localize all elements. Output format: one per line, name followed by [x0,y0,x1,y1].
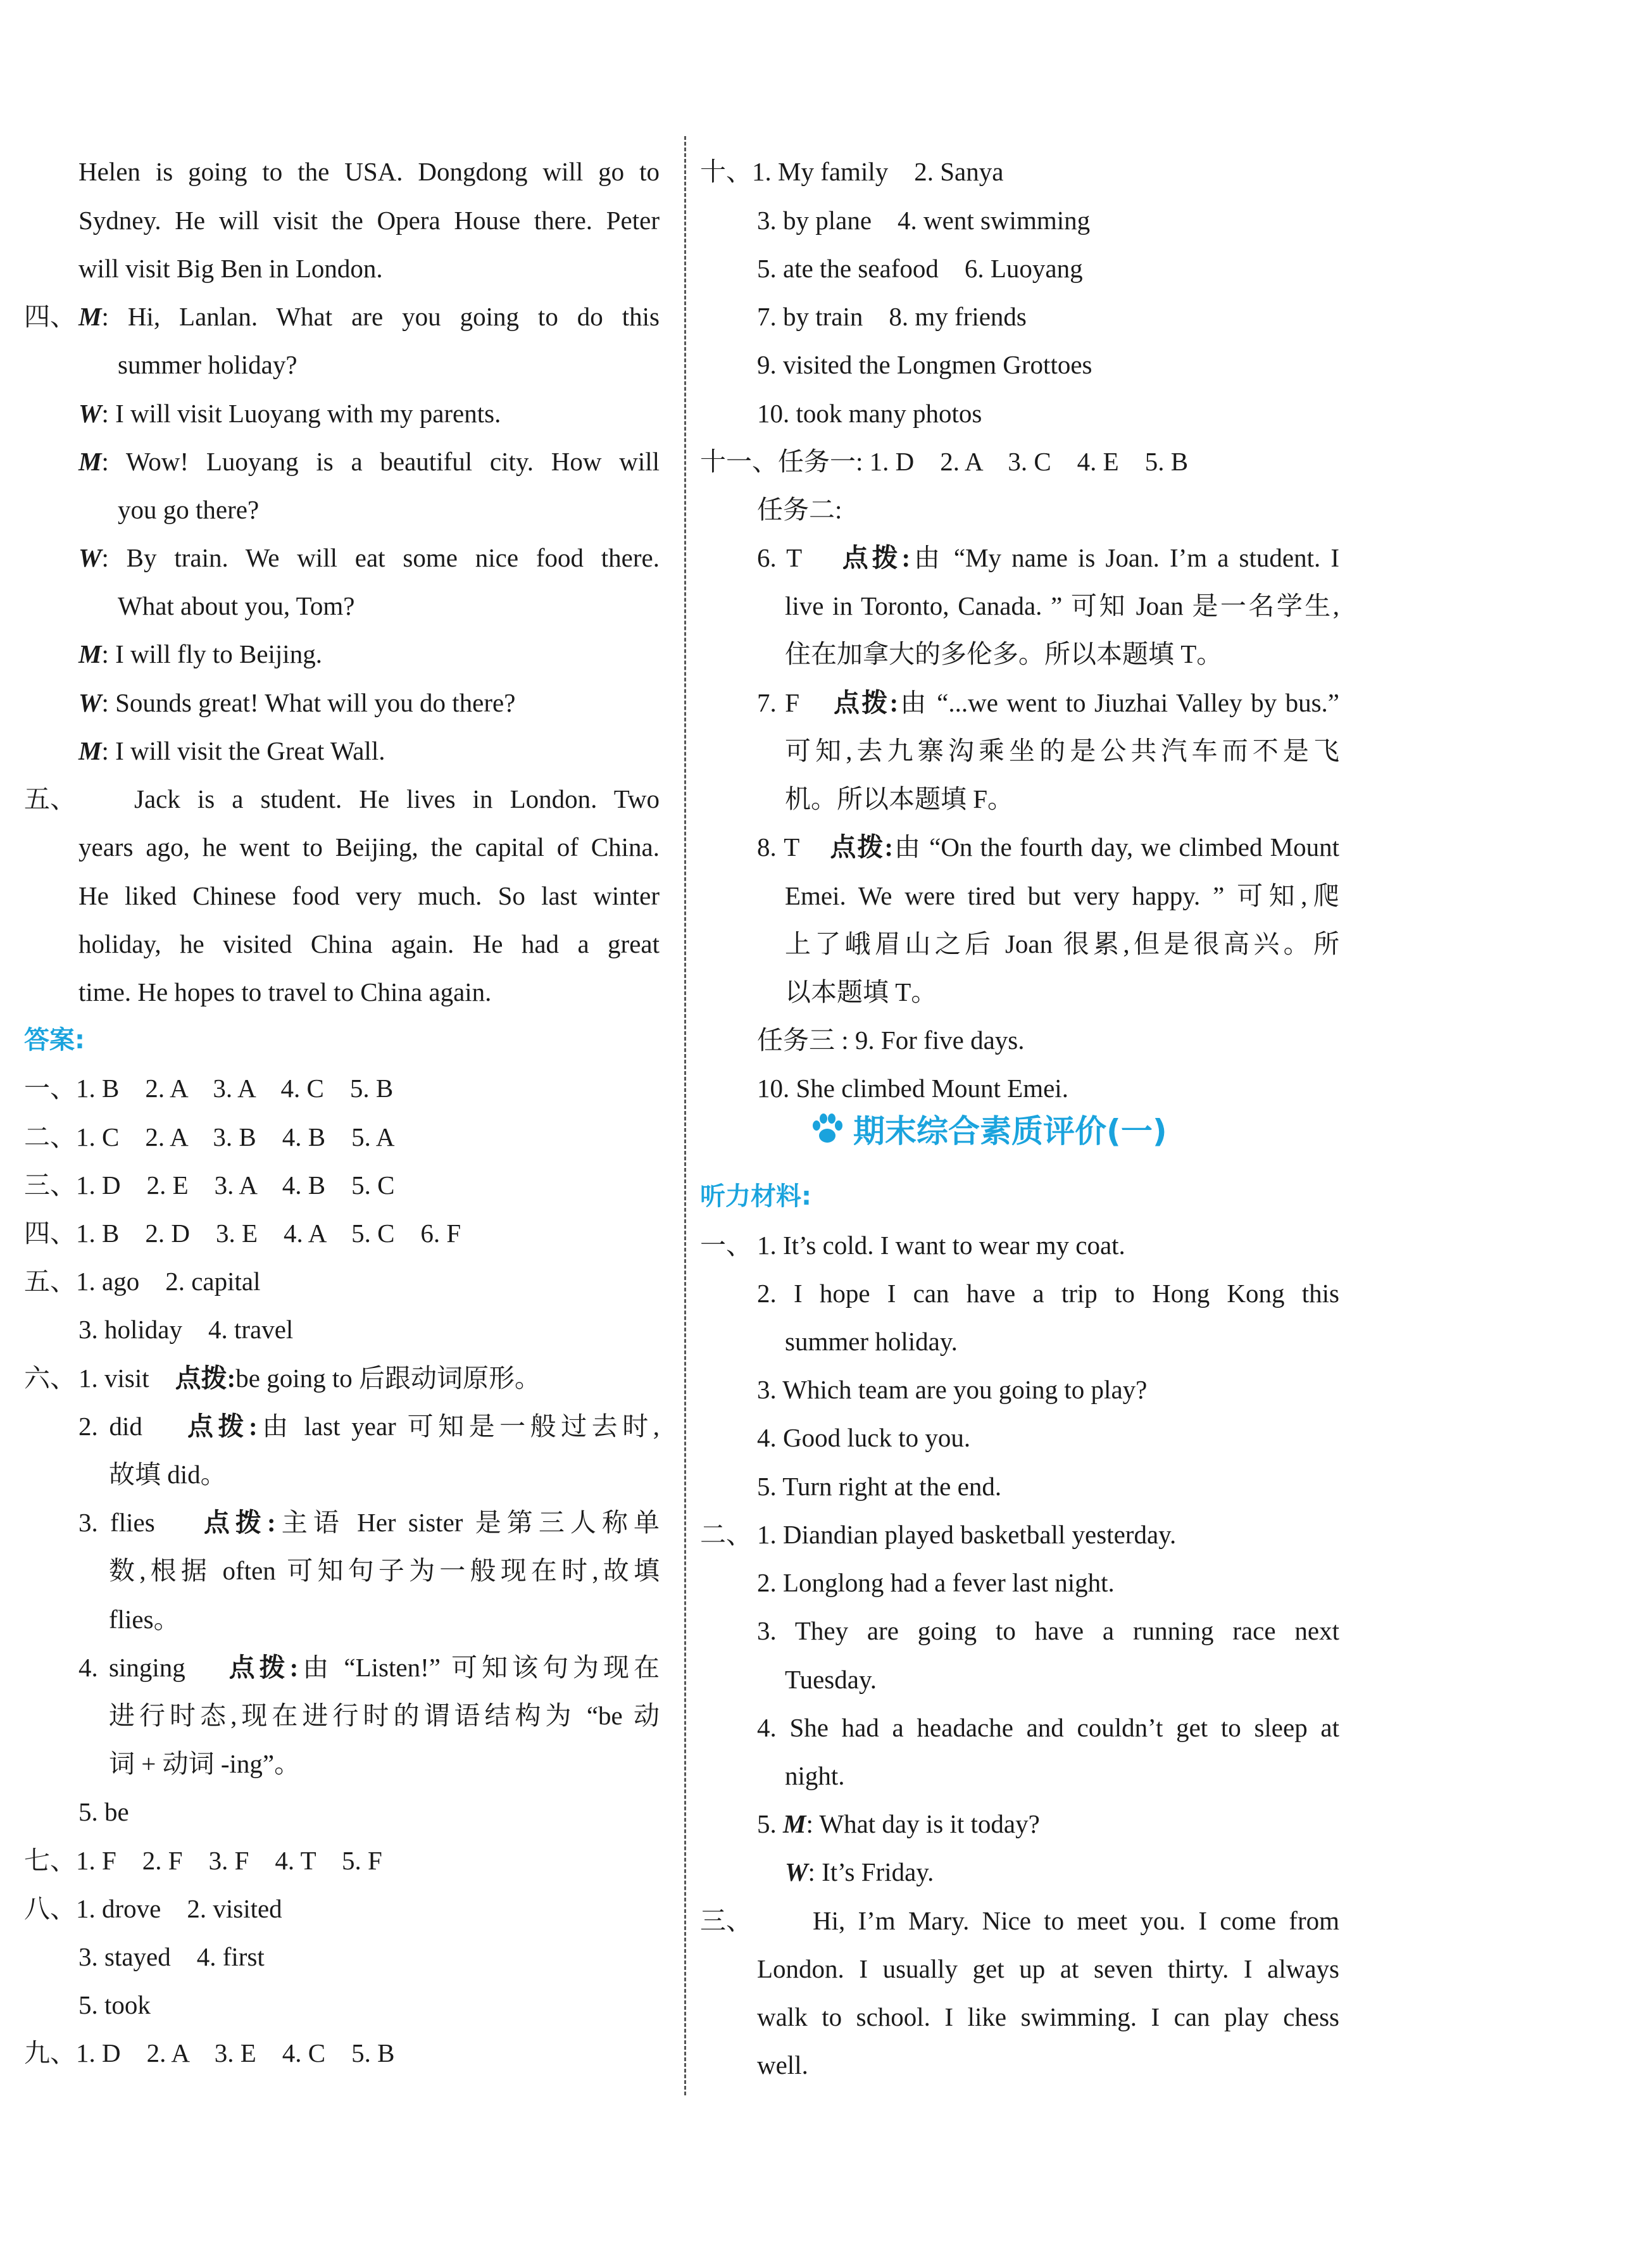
dialogue-line: W: I will visit Luoyang with my parents. [78,399,501,428]
answer-item: 进行时态,现在进行时的谓语结构为 “be 动 [109,1701,660,1730]
text-line: Jack is a student. He lives in London. Two [134,784,660,813]
speaker: M [78,302,102,331]
answer-row: 五、1. ago 2. capital [24,1267,261,1296]
text-line: walk to school. I like swimming. I can play chess [757,2002,1339,2031]
text-line: London. I usually get up at seven thirty. I always [757,1954,1339,1983]
text-line: 3. They are going to have a running race next [757,1616,1339,1645]
text-line: 3. Which team are you going to play? [757,1375,1148,1404]
answer-item: 7. F 点拨:由 “...we went to Jiuzhai Valley by bus.” [757,688,1339,717]
speaker: W [78,399,102,428]
answer-row: 十一、任务一: 1. D 2. A 3. C 4. E 5. B [700,447,1189,476]
section-number: 四、 [24,302,76,331]
dialogue-line: What about you, Tom? [118,591,355,620]
answer-row: 一、1. B 2. A 3. A 4. C 5. B [24,1074,394,1103]
answer-item: 以本题填 T。 [785,977,937,1007]
text-line: well. [757,2050,808,2080]
answer-row: 3. holiday 4. travel [78,1315,294,1344]
dialogue-line: M: Wow! Luoyang is a beautiful city. How will [78,447,660,476]
text-line: years ago, he went to Beijing, the capital of China. [78,832,660,862]
answer-item: 1. visit 点拨:be going to 后跟动词原形。 [78,1364,541,1393]
answer-row: 十、1. My family 2. Sanya [700,157,1004,186]
section-number: 三、 [700,1906,752,1935]
answer-item: 3. flies 点拨:主语 Her sister 是第三人称单 [78,1508,660,1537]
speaker: W [78,543,102,572]
speaker: W [785,1857,808,1886]
answer-item: 故填 did。 [109,1460,227,1489]
tip-label: 点拨: [228,1653,299,1682]
speaker: W [78,688,102,717]
task-label: 任务二: [757,495,842,524]
text-line: holiday, he visited China again. He had a great [78,929,660,958]
text-line: 2. I hope I can have a trip to Hong Kong this [757,1279,1339,1308]
text-line: 2. Longlong had a fever last night. [757,1568,1115,1597]
dialogue-line: W: Sounds great! What will you do there? [78,688,516,717]
section-number: 二、 [700,1520,752,1549]
section-number: 六、 [24,1364,76,1393]
answer-item: 上了峨眉山之后 Joan 很累,但是很高兴。所 [785,929,1339,958]
dialogue-line: W: It’s Friday. [785,1857,934,1886]
tip-label: 点拨: [834,688,899,717]
answer-row: 5. took [78,1990,151,2019]
answer-item: 可知,去九寨沟乘坐的是公共汽车而不是飞 [785,736,1339,765]
dialogue-line: 5. M: What day is it today? [757,1809,1040,1838]
answer-row: 九、1. D 2. A 3. E 4. C 5. B [24,2038,395,2067]
dialogue-line: M: I will visit the Great Wall. [78,736,385,765]
section-number: 五、 [24,784,76,813]
section-number: 一、 [700,1231,752,1260]
answer-item: 机。所以本题填 F。 [785,784,1014,813]
text-line: Tuesday. [785,1665,877,1694]
text-line: 5. Turn right at the end. [757,1472,1002,1501]
answer-item: flies。 [109,1605,180,1634]
text-line: will visit Big Ben in London. [78,254,383,283]
answer-item: Emei. We were tired but very happy. ” 可知,爬 [785,881,1339,910]
tip-label: 点拨: [830,832,893,862]
tip-label: 点拨: [187,1412,258,1441]
answers-heading: 答案: [24,1026,85,1055]
text-line: Helen is going to the USA. Dongdong will go to [78,157,660,186]
answer-item: 6. T 点拨:由 “My name is Joan. I’m a student. I [757,543,1339,572]
text-line: Hi, I’m Mary. Nice to meet you. I come from [813,1906,1339,1935]
answer-row: 七、1. F 2. F 3. F 4. T 5. F [24,1846,382,1875]
text-line: 1. It’s cold. I want to wear my coat. [757,1231,1125,1260]
dialogue-line: summer holiday? [118,350,297,379]
text-line: time. He hopes to travel to China again. [78,977,492,1007]
tip-label: 点拨: [175,1364,236,1393]
text-line: summer holiday. [785,1327,958,1356]
speaker: M [783,1809,806,1838]
task-label: 任务三 : 9. For five days. [757,1026,1025,1055]
tip-label: 点拨: [842,543,911,572]
answer-row: 9. visited the Longmen Grottoes [757,350,1092,379]
speaker: M [78,736,102,765]
answer-row: 10. took many photos [757,399,982,428]
dialogue-line: W: By train. We will eat some nice food there. [78,543,660,572]
answer-item: 4. singing 点拨:由 “Listen!” 可知该句为现在 [78,1653,660,1682]
tip-label: 点拨: [203,1508,276,1537]
answer-row: 7. by train 8. my friends [757,302,1027,331]
answer-item: 10. She climbed Mount Emei. [757,1074,1068,1103]
answer-row: 3. by plane 4. went swimming [757,206,1091,235]
answer-row: 5. ate the seafood 6. Luoyang [757,254,1083,283]
answer-row: 3. stayed 4. first [78,1942,265,1971]
answer-row: 四、1. B 2. D 3. E 4. A 5. C 6. F [24,1219,461,1248]
text-line: He liked Chinese food very much. So last winter [78,881,660,910]
answer-item: 8. T 点拨:由 “On the fourth day, we climbed Mount [757,832,1340,862]
column-divider [684,136,686,2095]
answer-row: 八、1. drove 2. visited [24,1894,282,1923]
answer-item: 词 + 动词 -ing”。 [109,1749,301,1778]
speaker: M [78,639,102,668]
text-line: 4. She had a headache and couldn’t get to sleep at [757,1713,1339,1742]
section-title: 期末综合素质评价(一) [810,1105,1167,1152]
answer-item: 5. be [78,1797,129,1826]
dialogue-line: M: Hi, Lanlan. What are you going to do this [78,302,660,331]
answer-item: 2. did 点拨:由 last year 可知是一般过去时, [78,1412,660,1441]
dialogue-line: M: I will fly to Beijing. [78,639,322,668]
text-line: night. [785,1761,845,1790]
text-line: 4. Good luck to you. [757,1423,971,1452]
answer-item: 数,根据 often 可知句子为一般现在时,故填 [109,1556,660,1585]
answer-row: 二、1. C 2. A 3. B 4. B 5. A [24,1122,395,1151]
text-line: 1. Diandian played basketball yesterday. [757,1520,1177,1549]
listening-heading: 听力材料: [700,1182,811,1211]
dialogue-line: you go there? [118,495,260,524]
answer-item: 住在加拿大的多伦多。所以本题填 T。 [785,639,1223,668]
paw-icon [810,1113,844,1145]
answer-row: 三、1. D 2. E 3. A 4. B 5. C [24,1170,395,1200]
speaker: M [78,447,102,476]
answer-item: live in Toronto, Canada. ” 可知 Joan 是一名学生, [785,591,1339,620]
text-line: Sydney. He will visit the Opera House there. Peter [78,206,660,235]
